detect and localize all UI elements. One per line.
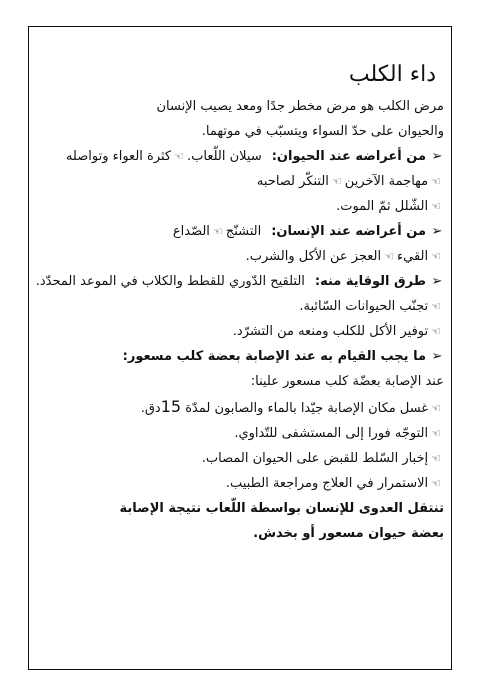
bite-step-wash <box>36 394 444 421</box>
intro-line-2: والحيوان على حدّ السواء ويتسبّب في موتهما. <box>201 124 444 139</box>
prevention-heading: طرق الوقاية منه: <box>314 274 426 289</box>
intro-line-1: مرض الكلب هو مرض مخطر جدًا ومعد يصيب الإنسان <box>156 99 444 114</box>
human-symptoms-line-1 <box>36 219 444 244</box>
page-title: داء الكلب <box>348 62 436 87</box>
animal-symptoms-line-2 <box>36 169 444 194</box>
pointing-hand-icon: ☜ <box>212 225 223 238</box>
prevention-line-3 <box>36 319 444 344</box>
prevention-line-1 <box>36 269 444 294</box>
bite-heading: ما يجب القيام به عند الإصابة بعضة كلب مسعور: <box>122 349 426 364</box>
animal-symptom-item: سيلان اللّعاب. <box>187 149 262 164</box>
prevention-line-2 <box>36 294 444 319</box>
animal-symptoms-heading: من أعراضه عند الحيوان: <box>271 149 426 164</box>
wash-duration: 15 <box>160 397 182 416</box>
pointing-hand-icon: ☜ <box>431 452 441 465</box>
bite-step <box>36 471 444 496</box>
human-symptom-item: العجز عن الأكل والشرب. <box>245 249 382 264</box>
human-symptom-item: القيء <box>397 249 429 264</box>
pointing-hand-icon: ☜ <box>431 402 441 415</box>
pointing-hand-icon: ☜ <box>431 300 441 313</box>
pointing-hand-icon: ☜ <box>384 250 395 263</box>
human-symptom-item: التشنّج <box>225 224 262 239</box>
animal-symptom-item: مهاجمة الآخرين <box>344 174 429 189</box>
conclusion-line-1: تنتقل العدوى للإنسان بواسطة اللّعاب نتيجة الإصابة <box>119 501 444 516</box>
arrowhead-icon: ➢ <box>431 224 443 239</box>
pointing-hand-icon: ☜ <box>174 150 184 163</box>
prevention-item: توفير الأكل للكلب ومنعه من التشرّد. <box>232 324 429 339</box>
wash-text: غسل مكان الإصابة جيّدا بالماء والصابون لمدّة <box>181 401 429 416</box>
prevention-item: تجنّب الحيوانات السّائبة. <box>299 299 429 314</box>
document-content <box>36 60 444 546</box>
animal-symptoms-line-3 <box>36 194 444 219</box>
human-symptoms-heading: من أعراضه عند الإنسان: <box>271 224 426 239</box>
human-symptoms-line-2 <box>36 244 444 269</box>
bite-heading-line <box>36 344 444 369</box>
bite-step-text: الاستمرار في العلاج ومراجعة الطبيب. <box>225 476 429 491</box>
arrowhead-icon: ➢ <box>431 149 443 164</box>
wash-unit: دق. <box>140 401 161 416</box>
pointing-hand-icon: ☜ <box>431 200 441 213</box>
arrowhead-icon: ➢ <box>431 274 443 289</box>
pointing-hand-icon: ☜ <box>431 175 441 188</box>
human-symptom-item: الصّداع <box>172 224 210 239</box>
bite-intro: عند الإصابة بعضّة كلب مسعور علينا: <box>250 374 444 389</box>
pointing-hand-icon: ☜ <box>431 325 441 338</box>
animal-symptom-item: الشّلل ثمّ الموت. <box>336 199 429 214</box>
pointing-hand-icon: ☜ <box>431 477 441 490</box>
conclusion-line-2: بعضة حيوان مسعور أو بخدش. <box>253 526 444 541</box>
bite-step <box>36 421 444 446</box>
arrowhead-icon: ➢ <box>431 349 443 364</box>
pointing-hand-icon: ☜ <box>331 175 342 188</box>
pointing-hand-icon: ☜ <box>431 250 441 263</box>
animal-symptom-item: كثرة العواء وتواصله <box>65 149 172 164</box>
pointing-hand-icon: ☜ <box>431 427 441 440</box>
bite-step-text: التوجّه فورا إلى المستشفى للتّداوي. <box>234 426 429 441</box>
animal-symptoms-line-1 <box>36 144 444 169</box>
bite-step <box>36 446 444 471</box>
bite-step-text: إخبار السّلط للقبض على الحيوان المصاب. <box>201 451 429 466</box>
animal-symptom-item: التنكّر لصاحبه <box>256 174 329 189</box>
prevention-item: التلقيح الدّوري للقطط والكلاب في الموعد المحدّد. <box>35 274 305 289</box>
